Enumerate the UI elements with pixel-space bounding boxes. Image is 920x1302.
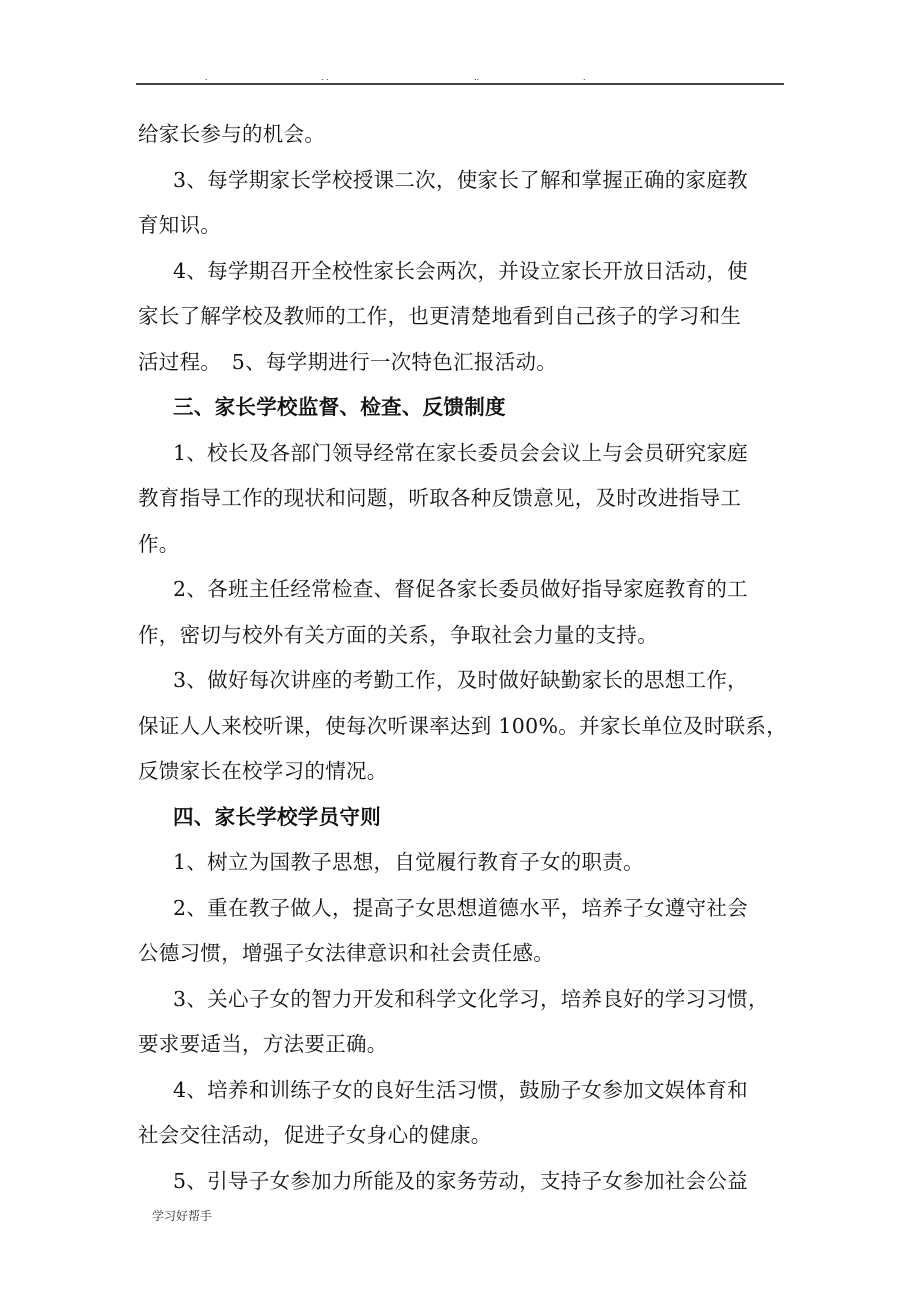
header-divider bbox=[136, 83, 784, 85]
paragraph-line: 作，密切与校外有关方面的关系，争取社会力量的支持。 bbox=[138, 622, 658, 647]
paragraph-line: 活过程。 5、每学期进行一次特色汇报活动。 bbox=[138, 349, 558, 374]
header-dot: . bbox=[583, 72, 586, 82]
paragraph-line: 教育指导工作的现状和问题，听取各种反馈意见，及时改进指导工 bbox=[138, 486, 742, 510]
section-heading: 三、家长学校监督、检查、反馈制度 bbox=[173, 395, 506, 419]
paragraph-line: 2、重在教子做人，提高子女思想道德水平，培养子女遵守社会 bbox=[173, 895, 748, 920]
paragraph-line: 作。 bbox=[138, 531, 180, 556]
paragraph-line: 给家长参与的机会。 bbox=[138, 122, 326, 146]
page-footer: 学习好帮手 bbox=[152, 1209, 213, 1223]
paragraph-line: 保证人人来校听课，使每次听课率达到 100%。并家长单位及时联系， bbox=[138, 713, 788, 738]
paragraph-line: 社会交往活动，促进子女身心的健康。 bbox=[138, 1123, 492, 1147]
paragraph-line: 家长了解学校及教师的工作，也更清楚地看到自己孩子的学习和生 bbox=[138, 304, 742, 328]
paragraph-line: 4、每学期召开全校性家长会两次，并设立家长开放日活动，使 bbox=[173, 258, 748, 283]
header-dot: . bbox=[205, 72, 208, 82]
paragraph-line: 2、各班主任经常检查、督促各家长委员做好指导家庭教育的工 bbox=[173, 577, 748, 601]
header-dot: .. bbox=[474, 72, 480, 82]
paragraph-line: 要求要适当，方法要正确。 bbox=[138, 1032, 388, 1056]
paragraph-line: 反馈家长在校学习的情况。 bbox=[138, 759, 388, 783]
paragraph-line: 4、培养和训练子女的良好生活习惯，鼓励子女参加文娱体育和 bbox=[173, 1077, 748, 1102]
document-body bbox=[138, 122, 788, 1214]
paragraph-line: 5、引导子女参加力所能及的家务劳动，支持子女参加社会公益 bbox=[173, 1168, 748, 1193]
paragraph-line: 3、关心子女的智力开发和科学文化学习，培养良好的学习习惯， bbox=[173, 986, 769, 1011]
paragraph-line: 1、校长及各部门领导经常在家长委员会会议上与会员研究家庭 bbox=[173, 440, 748, 465]
section-heading: 四、家长学校学员守则 bbox=[173, 804, 381, 829]
paragraph-line: 公德习惯，增强子女法律意识和社会责任感。 bbox=[138, 941, 554, 965]
paragraph-line: 3、每学期家长学校授课二次，使家长了解和掌握正确的家庭教 bbox=[173, 167, 748, 192]
paragraph-line: 育知识。 bbox=[138, 213, 222, 237]
paragraph-line: 1、树立为国教子思想，自觉履行教育子女的职责。 bbox=[173, 850, 644, 874]
header-dot: . . bbox=[321, 72, 329, 82]
paragraph-line: 3、做好每次讲座的考勤工作，及时做好缺勤家长的思想工作， bbox=[173, 668, 748, 692]
